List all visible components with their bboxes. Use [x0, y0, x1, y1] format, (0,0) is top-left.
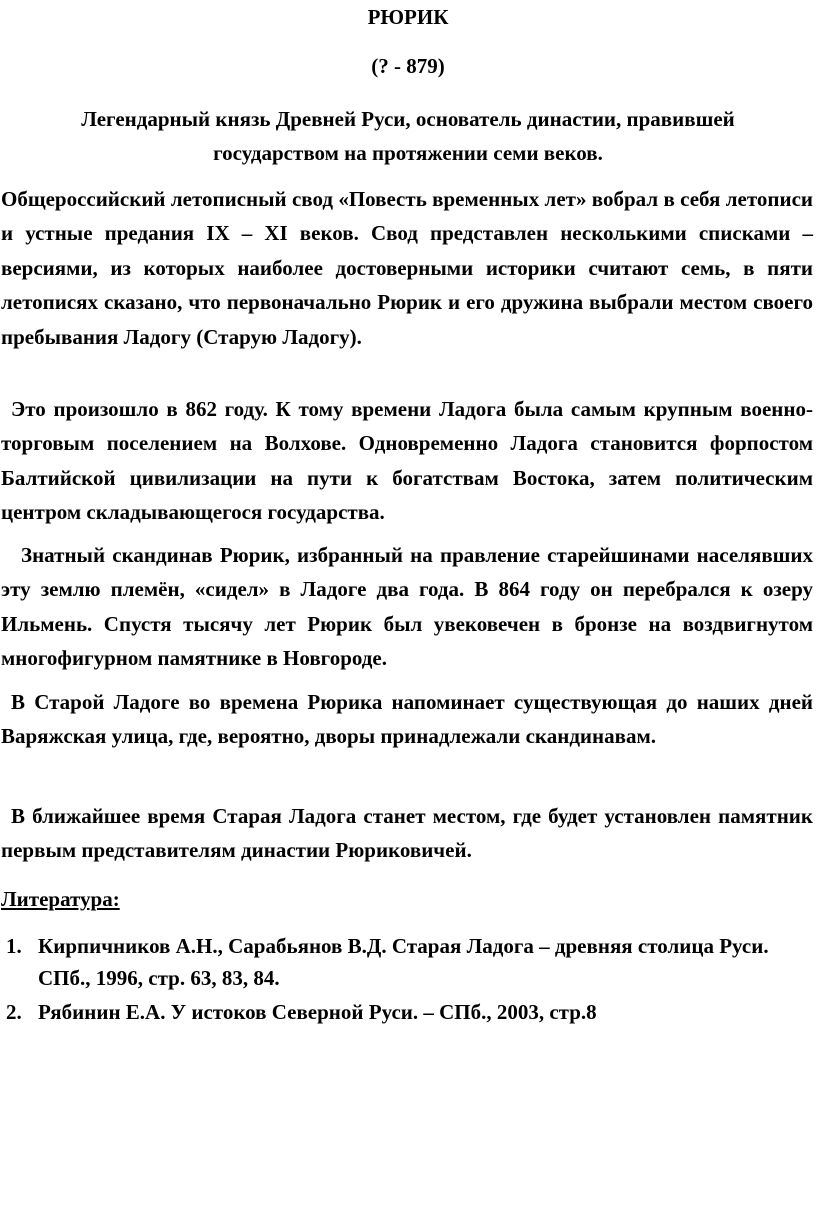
paragraph: В Старой Ладоге во времена Рюрика напоминает существующая до наших дней Варяжская улица, где, вероятно, дворы принадлежали скандинавам. — [1, 690, 813, 749]
page-title: РЮРИК — [367, 5, 449, 29]
literature-heading: Литература: — [1, 887, 120, 911]
reference-text: Кирпичников А.Н., Сарабьянов В.Д. Старая Ладога – древняя столица Руси. СПб., 1996, стр. 63, 83, 84. — [38, 934, 769, 990]
reference-item — [0, 930, 813, 994]
paragraph: Знатный скандинав Рюрик, избранный на правление старейшинами населявших эту землю племён, «сидел» в Ладоге два года. В 864 году он перебрался к озеру Ильмень. Спустя тысячу лет Рюрик был увековечен в бронзе на воздвигнутом многофигурном памятнике в Новгороде. — [1, 543, 813, 671]
reference-item — [0, 996, 813, 1028]
subtitle — [0, 102, 816, 170]
life-dates: (? - 879) — [371, 54, 445, 78]
subtitle-line: Легендарный князь Древней Руси, основатель династии, правившей — [81, 107, 735, 131]
reference-number: 1. — [6, 934, 22, 958]
paragraph: Это произошло в 862 году. К тому времени Ладога была самым крупным военно-торговым поселением на Волхове. Одновременно Ладога становится форпостом Балтийской цивилизации на пути к богатствам Востока, затем политическим центром складывающегося государства. — [1, 397, 813, 525]
reference-list — [0, 930, 816, 1028]
reference-text: Рябинин Е.А. У истоков Северной Руси. – СПб., 2003, стр.8 — [38, 1000, 597, 1024]
reference-number: 2. — [6, 1000, 22, 1024]
paragraph: В ближайшее время Старая Ладога станет местом, где будет установлен памятник первым представителям династии Рюриковичей. — [1, 804, 813, 863]
subtitle-line: государством на протяжении семи веков. — [213, 141, 603, 165]
paragraph: Общероссийский летописный свод «Повесть временных лет» вобрал в себя летописи и устные предания IX – XI веков. Свод представлен несколькими списками – версиями, из которых наиболее достоверными историки считают семь, в пяти летописях сказано, что первоначально Рюрик и его дружина выбрали местом своего пребывания Ладогу (Старую Ладогу). — [1, 187, 813, 349]
